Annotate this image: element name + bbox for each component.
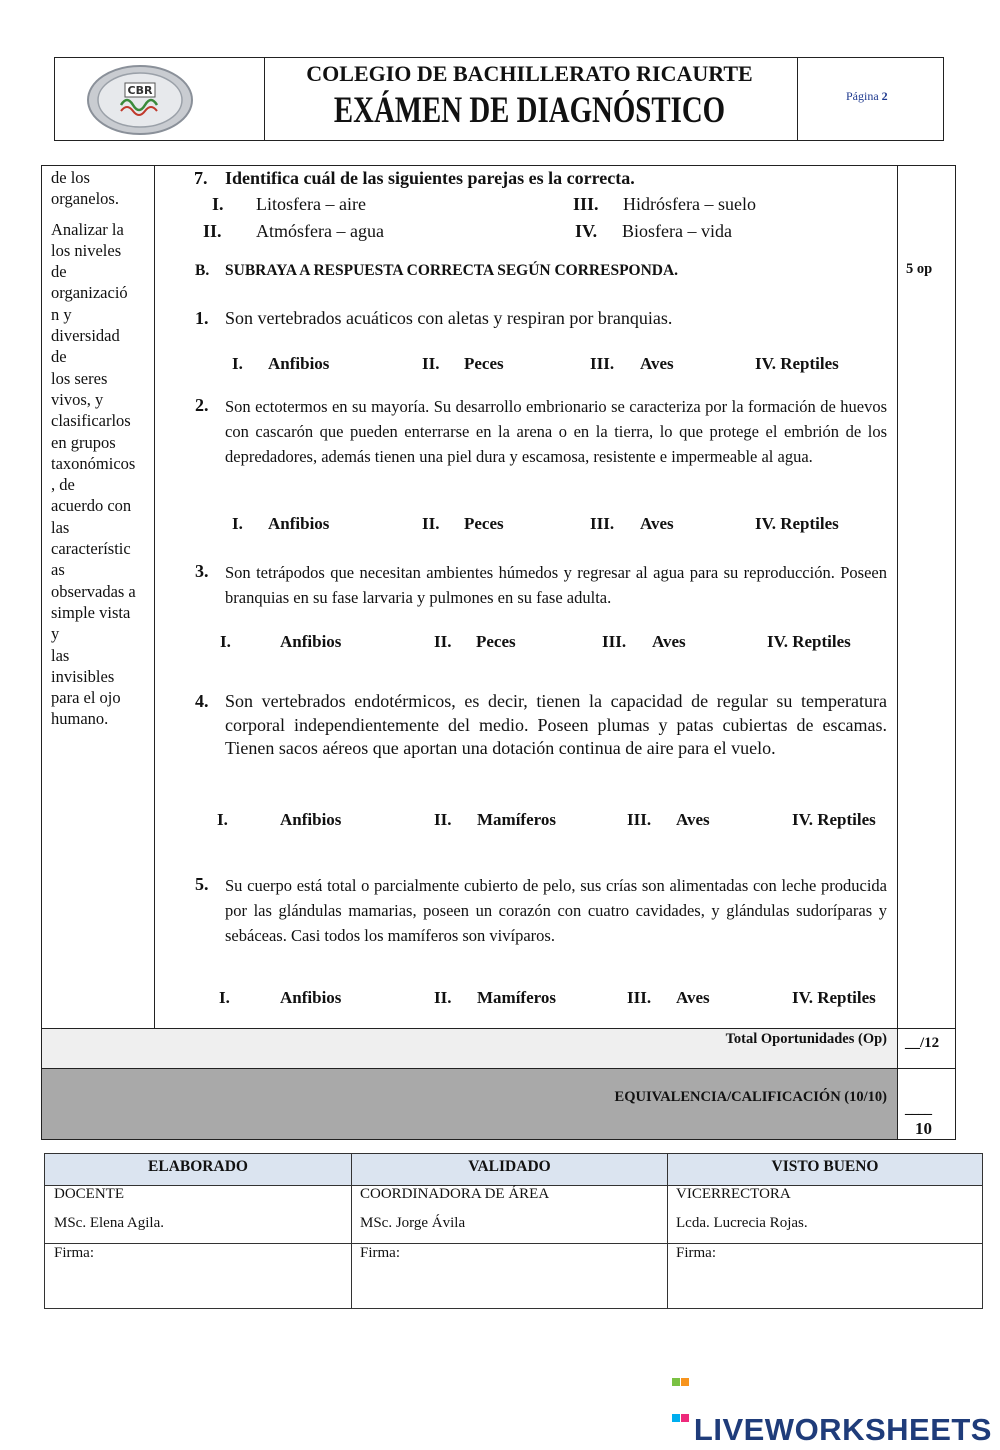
objective-line: vivos, y <box>51 389 104 409</box>
sig-role: DOCENTE <box>54 1186 124 1202</box>
objective-line: las <box>51 517 70 537</box>
q7-text: Identifica cuál de las siguientes parejas es la correcta. <box>225 168 635 188</box>
logo-cell <box>55 58 265 140</box>
q2-number: 2. <box>195 395 209 415</box>
left-divider <box>154 165 155 1029</box>
objective-line: observadas a <box>51 581 136 601</box>
sig-divider <box>44 1243 983 1244</box>
sig-firma[interactable]: Firma: <box>676 1245 716 1261</box>
objective-text <box>51 167 151 730</box>
q5-opt[interactable]: Aves <box>676 988 710 1007</box>
objective-line: , de <box>51 475 75 495</box>
q1-opt[interactable]: Anfibios <box>268 354 330 373</box>
q3-number: 3. <box>195 561 209 581</box>
objective-line: taxonómicos <box>51 453 136 473</box>
equivalence-label: EQUIVALENCIA/CALIFICACIÓN (10/10) <box>614 1089 887 1105</box>
objective-line: clasificarlos <box>51 411 131 431</box>
signature-table <box>44 1153 983 1309</box>
q3-text: Son tetrápodos que necesitan ambientes húmedos y regresar al agua para su reproducción. Poseen branquias en su fase larvaria y pulmones en su fase adulta. <box>225 563 887 607</box>
q7-opt-text[interactable]: Biosfera – vida <box>622 221 732 241</box>
objective-line: los niveles <box>51 240 122 260</box>
sig-role: VICERRECTORA <box>676 1186 791 1202</box>
sig-role: COORDINADORA DE ÁREA <box>360 1186 550 1202</box>
objective-line: y <box>51 624 60 644</box>
objective-line: en grupos <box>51 432 116 452</box>
objective-line: para el ojo <box>51 688 121 708</box>
q7-opt-num: I. <box>212 194 224 214</box>
q7-opt-text[interactable]: Atmósfera – agua <box>256 221 384 241</box>
q4-opt-num: III. <box>627 810 652 829</box>
q7-opt-num: IV. <box>575 221 598 241</box>
q3-opt-num: I. <box>220 632 231 651</box>
objective-line: los seres <box>51 368 108 388</box>
q5-text: Su cuerpo está total o parcialmente cubierto de pelo, sus crías son alimentadas con leche producida por las glándulas mamarias, poseen un corazón con cuatro cavidades, y glándulas sudoríparas y sebáceas. Casi todos los mamíferos son vivíparos. <box>225 876 887 945</box>
q7-opt-num: III. <box>573 194 599 214</box>
objective-line: as <box>51 560 65 580</box>
q7-number: 7. <box>194 168 208 188</box>
q4-opt-num: II. <box>434 810 452 829</box>
q2-opt[interactable]: IV. Reptiles <box>755 514 839 533</box>
objective-line: organizació <box>51 283 128 303</box>
q2-opt[interactable]: Peces <box>464 514 504 533</box>
section-b-title: SUBRAYA A RESPUESTA CORRECTA SEGÚN CORRESPONDA. <box>225 262 679 279</box>
objective-line: simple vista <box>51 602 131 622</box>
q3-opt[interactable]: IV. Reptiles <box>767 632 851 651</box>
page-indicator <box>846 89 888 104</box>
equivalence-value: 10 <box>915 1119 932 1138</box>
q4-text: Son vertebrados endotérmicos, es decir, tienen la capacidad de regular su temperatura corporal independientemente del medio. Poseen plumas y patas cubiertas de escamas. Tienen sacos aéreos que aportan una dotación continua de aire para el vuelo. <box>225 691 887 758</box>
objective-line: Analizar la <box>51 219 124 239</box>
q4-number: 4. <box>195 691 209 711</box>
liveworksheets-icon <box>672 1378 692 1398</box>
objective-line: humano. <box>51 709 109 729</box>
q5-number: 5. <box>195 874 209 894</box>
right-divider <box>897 165 898 1140</box>
q3-opt-num: II. <box>434 632 452 651</box>
exam-title: EXÁMEN DE DIAGNÓSTICO <box>333 90 726 131</box>
q1-opt[interactable]: Peces <box>464 354 504 373</box>
objective-line: acuerdo con <box>51 496 132 516</box>
q5-opt-num: III. <box>627 988 652 1007</box>
objective-line: de <box>51 347 67 367</box>
sig-name: MSc. Jorge Ávila <box>360 1215 466 1231</box>
q1-opt[interactable]: IV. Reptiles <box>755 354 839 373</box>
q1-opt-num: III. <box>590 354 615 373</box>
q5-opt[interactable]: Mamíferos <box>477 988 556 1007</box>
q2-text: Son ectotermos en su mayoría. Su desarrollo embrionario se caracteriza por la formación de huevos con cascarón que pueden enterrarse en la arena o en la tierra, lo que protege el embrión de los depredadores, además tienen una piel dura y escamosa, resistente e impermeable al agua. <box>225 397 887 466</box>
q2-opt-num: II. <box>422 514 440 533</box>
sig-header-validado: VALIDADO <box>352 1154 667 1185</box>
q3-opt-num: III. <box>602 632 627 651</box>
q1-text: Son vertebrados acuáticos con aletas y respiran por branquias. <box>225 308 673 328</box>
total-label: Total Oportunidades (Op) <box>725 1031 887 1047</box>
logo-text: CBR <box>127 84 153 97</box>
section-b-score: 5 op <box>906 261 933 277</box>
section-b-label: B. <box>195 262 210 279</box>
equivalence-blank[interactable]: ____ <box>905 1101 931 1117</box>
q1-opt[interactable]: Aves <box>640 354 674 373</box>
q1-opt-num: I. <box>232 354 243 373</box>
sig-header-elaborado: ELABORADO <box>45 1154 351 1185</box>
q2-opt-num: III. <box>590 514 615 533</box>
objective-line: n y <box>51 304 72 324</box>
objective-line: invisibles <box>51 666 115 686</box>
sig-firma[interactable]: Firma: <box>360 1245 400 1261</box>
objective-line: diversidad <box>51 326 120 346</box>
q4-opt[interactable]: Aves <box>676 810 710 829</box>
q3-opt[interactable]: Peces <box>476 632 516 651</box>
q3-opt[interactable]: Aves <box>652 632 686 651</box>
q4-opt[interactable]: IV. Reptiles <box>792 810 876 829</box>
sig-name: MSc. Elena Agila. <box>54 1215 164 1231</box>
q4-opt[interactable]: Anfibios <box>280 810 342 829</box>
q5-opt-num: I. <box>219 988 230 1007</box>
objective-line: de <box>51 262 67 282</box>
q2-opt[interactable]: Aves <box>640 514 674 533</box>
q2-opt-num: I. <box>232 514 243 533</box>
q2-opt[interactable]: Anfibios <box>268 514 330 533</box>
q4-opt[interactable]: Mamíferos <box>477 810 556 829</box>
q7-opt-text[interactable]: Litosfera – aire <box>256 194 366 214</box>
objective-para-2 <box>51 219 151 730</box>
sig-col-divider <box>351 1153 352 1309</box>
q1-number: 1. <box>195 308 209 328</box>
school-logo <box>85 63 195 137</box>
page-number: 2 <box>881 89 888 103</box>
liveworksheets-text: LIVEWORKSHEETS <box>693 1412 992 1447</box>
q5-opt[interactable]: Anfibios <box>280 988 342 1007</box>
q5-opt[interactable]: IV. Reptiles <box>792 988 876 1007</box>
sig-firma[interactable]: Firma: <box>54 1245 94 1261</box>
sig-name: Lcda. Lucrecia Rojas. <box>676 1215 808 1231</box>
sig-header-visto-bueno: VISTO BUENO <box>668 1154 982 1185</box>
q4-opt-num: I. <box>217 810 228 829</box>
objective-para-1: de los organelos. <box>51 168 119 209</box>
objective-line: característic <box>51 539 131 559</box>
q7-opt-text[interactable]: Hidrósfera – suelo <box>623 194 756 214</box>
q3-opt[interactable]: Anfibios <box>280 632 342 651</box>
q1-opt-num: II. <box>422 354 440 373</box>
total-value[interactable]: __/12 <box>905 1035 940 1051</box>
q5-opt-num: II. <box>434 988 452 1007</box>
liveworksheets-logo <box>672 1378 992 1448</box>
school-name: COLEGIO DE BACHILLERATO RICAURTE <box>306 61 753 86</box>
sig-col-divider <box>667 1153 668 1309</box>
objective-line: las <box>51 645 70 665</box>
q7-opt-num: II. <box>203 221 222 241</box>
page-label: Página <box>846 89 879 103</box>
